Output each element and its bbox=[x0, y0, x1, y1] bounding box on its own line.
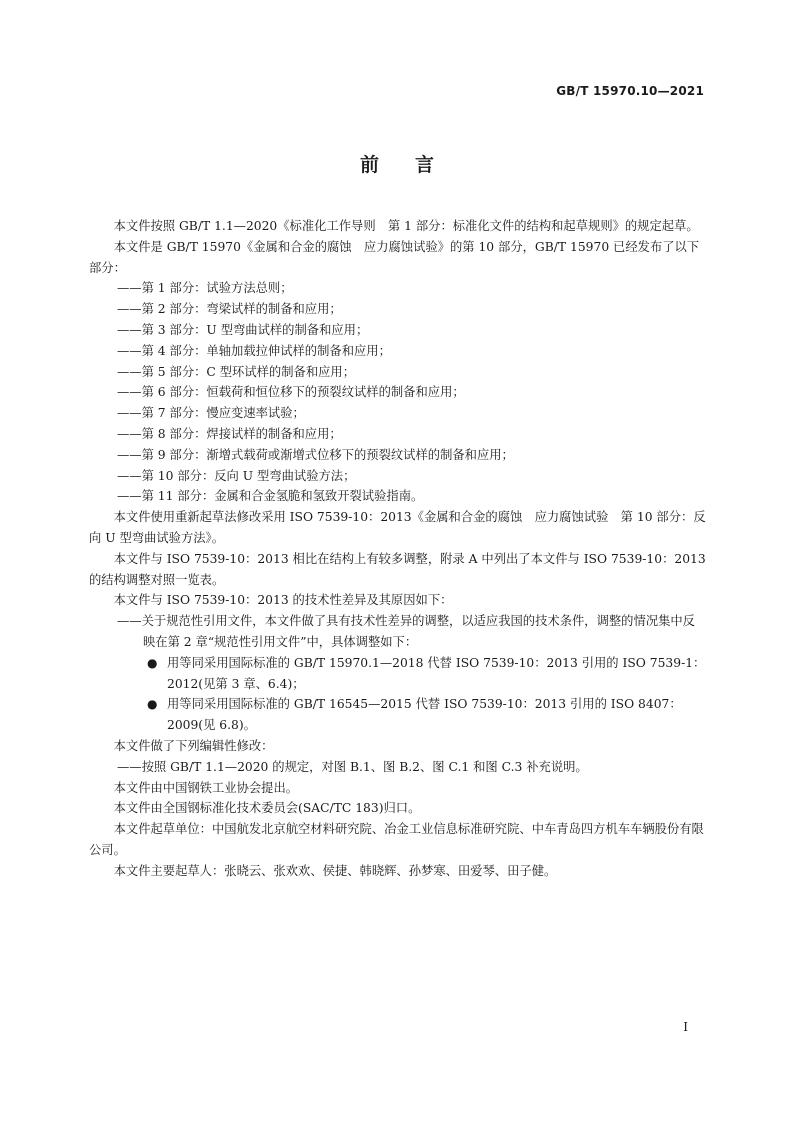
page-number: I bbox=[683, 1020, 688, 1034]
foreword-body bbox=[89, 216, 706, 882]
bullet-text: 用等同采用国际标准的 GB/T 16545—2015 代替 ISO 7539-10：2013 引用的 ISO 8407：2009(见 6.8)。 bbox=[167, 697, 682, 733]
list-item: ——第 7 部分：慢应变速率试验； bbox=[117, 406, 305, 421]
paragraph-drafters: 本文件主要起草人：张晓云、张欢欢、侯捷、韩晓辉、孙梦寒、田爱琴、田子健。 bbox=[113, 863, 557, 878]
bullet-item bbox=[89, 694, 706, 736]
parts-list bbox=[89, 278, 706, 507]
paragraph-structure-changes: 本文件与 ISO 7539-10：2013 相比在结构上有较多调整，附录 A 中列出了本文件与 ISO 7539-10：2013 的结构调整对照一览表。 bbox=[89, 551, 706, 587]
list-item: ——第 2 部分：弯梁试样的制备和应用； bbox=[117, 302, 342, 317]
list-item: ——第 6 部分：恒载荷和恒位移下的预裂纹试样的制备和应用； bbox=[117, 385, 465, 400]
bullet-text: 用等同采用国际标准的 GB/T 15970.1—2018 代替 ISO 7539-10：2013 引用的 ISO 7539-1：2012(见第 3 章、6.4)； bbox=[167, 655, 706, 691]
paragraph-series-intro: 本文件是 GB/T 15970《金属和合金的腐蚀 应力腐蚀试验》的第 10 部分，GB/T 15970 已经发布了以下部分： bbox=[89, 239, 700, 275]
list-item: ——第 4 部分：单轴加载拉伸试样的制备和应用； bbox=[117, 343, 391, 358]
list-item: ——第 3 部分：U 型弯曲试样的制备和应用； bbox=[117, 322, 369, 337]
list-item-editorial: ——按照 GB/T 1.1—2020 的规定，对图 B.1、图 B.2、图 C.1 和图 C.3 补充说明。 bbox=[117, 759, 588, 774]
standard-code: GB/T 15970.10—2021 bbox=[556, 84, 704, 98]
list-item: ——第 8 部分：焊接试样的制备和应用； bbox=[117, 426, 342, 441]
bullet-icon: ● bbox=[147, 697, 158, 712]
bullet-icon: ● bbox=[147, 655, 158, 670]
list-item: ——第 1 部分：试验方法总则； bbox=[117, 281, 293, 296]
list-item: ——第 10 部分：反向 U 型弯曲试验方法； bbox=[117, 468, 356, 483]
paragraph-drafting-rules: 本文件按照 GB/T 1.1—2020《标准化工作导则 第 1 部分：标准化文件的结构和起草规则》的规定起草。 bbox=[113, 219, 699, 233]
bullet-item bbox=[89, 653, 706, 695]
paragraph-technical-differences: 本文件与 ISO 7539-10：2013 的技术性差异及其原因如下： bbox=[113, 593, 453, 608]
list-item: ——第 5 部分：C 型环试样的制备和应用； bbox=[117, 364, 356, 379]
paragraph-under-jurisdiction: 本文件由全国钢标准化技术委员会(SAC/TC 183)归口。 bbox=[113, 801, 421, 816]
paragraph-editorial-changes: 本文件做了下列编辑性修改： bbox=[113, 738, 274, 753]
list-item: ——第 9 部分：渐增式载荷或渐增式位移下的预裂纹试样的制备和应用； bbox=[117, 447, 514, 462]
paragraph-adoption: 本文件使用重新起草法修改采用 ISO 7539-10：2013《金属和合金的腐蚀 应力腐蚀试验 第 10 部分：反向 U 型弯曲试验方法》。 bbox=[89, 510, 706, 545]
list-item-normative-references: ——关于规范性引用文件，本文件做了具有技术性差异的调整，以适应我国的技术条件，调整的情况集中反映在第 2 章“规范性引用文件”中，具体调整如下： bbox=[117, 614, 695, 649]
list-item: ——第 11 部分：金属和合金氢脆和氢致开裂试验指南。 bbox=[117, 489, 424, 504]
paragraph-proposed-by: 本文件由中国钢铁工业协会提出。 bbox=[113, 780, 299, 795]
page-title: 前言 bbox=[359, 154, 470, 176]
paragraph-drafting-units: 本文件起草单位：中国航发北京航空材料研究院、冶金工业信息标准研究院、中车青岛四方机车车辆股份有限公司。 bbox=[89, 822, 704, 857]
